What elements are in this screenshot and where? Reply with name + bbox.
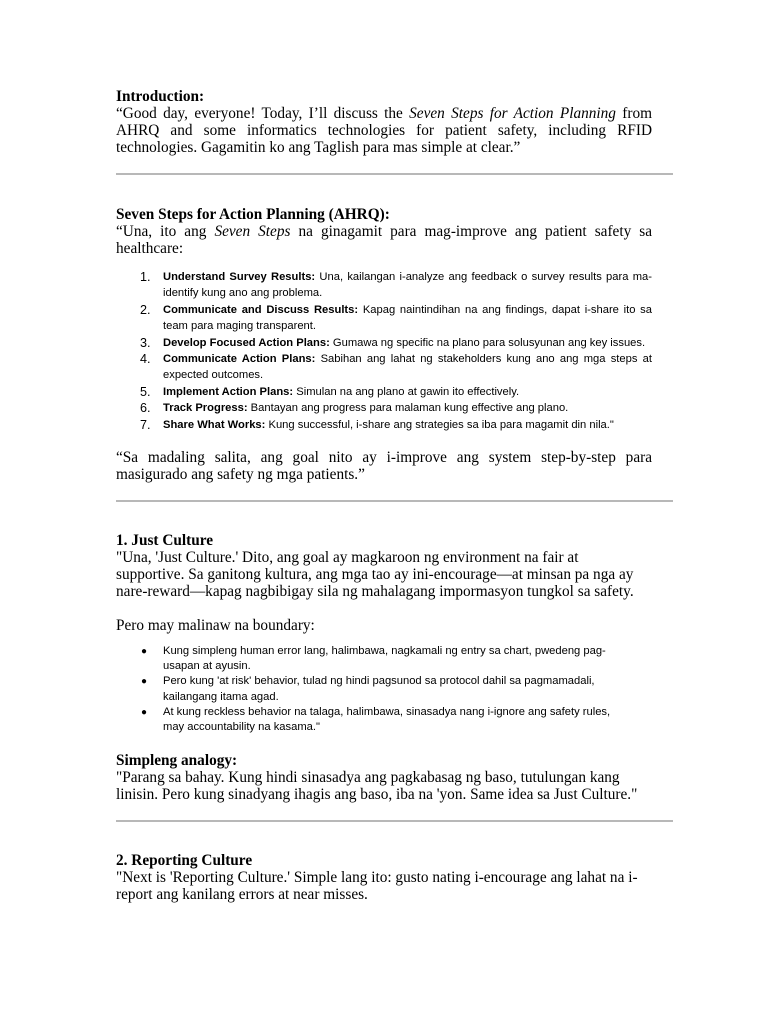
seven-steps-intro	[116, 223, 652, 257]
list-item	[116, 351, 652, 384]
reporting-culture-heading: 2. Reporting Culture	[116, 852, 253, 870]
list-item	[116, 674, 633, 704]
bullet-text: At kung reckless behavior na talaga, halimbawa, sinasadya nang i-ignore ang safety rules, may accountability na kasama."	[163, 705, 611, 734]
bullet-text: Pero kung 'at risk' behavior, tulad ng hindi pagsunod sa protocol dahil sa pagmamadali, kailangang itama agad.	[163, 675, 595, 703]
list-item	[116, 335, 652, 351]
reporting-culture-paragraph: "Next is 'Reporting Culture.' Simple lang ito: gusto nating i-encourage ang lahat na i-report ang kanilang errors at near misses.	[116, 869, 638, 904]
list-item	[116, 269, 652, 302]
just-culture-paragraph: "Una, 'Just Culture.' Dito, ang goal ay magkaroon ng environment na fair at supportive. Sa ganitong kultura, ang mga tao ay ini-encourage—at minsan pa nga ay nare-reward—kapag nagbibigay sila ng mahalagang impormasyon tungkol sa safety.	[116, 549, 634, 601]
step-text: Gumawa ng specific na plano para solusyunan ang key issues.	[329, 336, 646, 349]
intro-paragraph	[116, 105, 652, 156]
step-title: Share What Works:	[163, 418, 266, 431]
bullet-icon: ●	[141, 646, 148, 658]
list-number: 7.	[140, 417, 151, 432]
bullet-text: Kung simpleng human error lang, halimbawa, nagkamali ng entry sa chart, pwedeng pag-usapan at ayusin.	[163, 645, 606, 673]
list-number: 5.	[140, 384, 151, 399]
bullet-icon: ●	[141, 676, 148, 688]
list-item	[116, 302, 652, 335]
step-title: Develop Focused Action Plans:	[163, 336, 330, 349]
analogy-paragraph: "Parang sa bahay. Kung hindi sinasadya ang pagkabasag ng baso, tutulungan kang linisin. Pero kung sinadyang ihagis ang baso, iba na 'yon. Same idea sa Just Culture."	[116, 769, 638, 804]
intro-heading: Introduction:	[116, 88, 205, 105]
seven-steps-summary: “Sa madaling salita, ang goal nito ay i-improve ang system step-by-step para masigurado ang safety ng mga patients.”	[116, 449, 652, 484]
steps-list	[116, 269, 652, 433]
list-item	[116, 417, 652, 433]
document-page	[116, 88, 652, 903]
step-title: Implement Action Plans:	[163, 385, 294, 398]
intro-italic-title: Seven Steps for Action Planning	[409, 105, 616, 122]
list-number: 6.	[140, 401, 151, 416]
seven-steps-intro-italic: Seven Steps	[214, 223, 291, 240]
step-title: Understand Survey Results:	[163, 271, 316, 283]
step-text: Sabihan ang lahat ng stakeholders kung ano ang mga steps at expected outcomes.	[163, 353, 652, 382]
step-text: Kung successful, i-share ang strategies sa iba para magamit din nila."	[265, 418, 614, 431]
list-item	[116, 400, 652, 416]
analogy-heading: Simpleng analogy:	[116, 752, 238, 770]
step-text: Kapag naintindihan na ang findings, dapat i-share ito sa team para maging transparent.	[163, 303, 652, 333]
seven-steps-intro-end: na ginagamit para mag-improve ang patient safety sa healthcare:	[116, 223, 653, 257]
intro-text-end: from AHRQ and some informatics technologies for patient safety, including RFID technologies. Gagamitin ko ang Taglish para mas simple at clear.”	[116, 105, 652, 156]
step-title: Communicate and Discuss Results:	[163, 303, 359, 316]
step-text: Bantayan ang progress para malaman kung effective ang plano.	[247, 402, 569, 415]
seven-steps-intro-start: “Una, ito ang	[116, 223, 215, 240]
step-text: Una, kailangan i-analyze ang feedback o survey results para ma-identify kung ano ang problema.	[163, 271, 652, 300]
intro-text-start: “Good day, everyone! Today, I’ll discuss the	[116, 105, 410, 122]
list-item	[116, 644, 633, 674]
list-item	[116, 384, 652, 400]
step-text: Simulan na ang plano at gawin ito effectively.	[293, 385, 520, 398]
divider	[116, 820, 673, 822]
divider	[116, 173, 673, 175]
intro-section	[116, 88, 652, 156]
just-culture-heading: 1. Just Culture	[116, 532, 214, 550]
step-title: Communicate Action Plans:	[163, 353, 316, 366]
bullet-icon: ●	[141, 706, 148, 718]
reporting-culture-section	[116, 852, 646, 903]
list-number: 1.	[140, 270, 151, 284]
just-culture-section	[116, 532, 652, 803]
step-title: Track Progress:	[163, 402, 248, 415]
list-number: 2.	[140, 302, 151, 317]
boundary-list	[116, 644, 652, 735]
list-number: 4.	[140, 352, 151, 367]
boundary-text: Pero may malinaw na boundary:	[116, 617, 315, 635]
seven-steps-heading: Seven Steps for Action Planning (AHRQ):	[116, 206, 390, 223]
list-number: 3.	[140, 335, 151, 350]
seven-steps-section	[116, 206, 652, 483]
list-item	[116, 705, 633, 735]
divider	[116, 500, 673, 502]
